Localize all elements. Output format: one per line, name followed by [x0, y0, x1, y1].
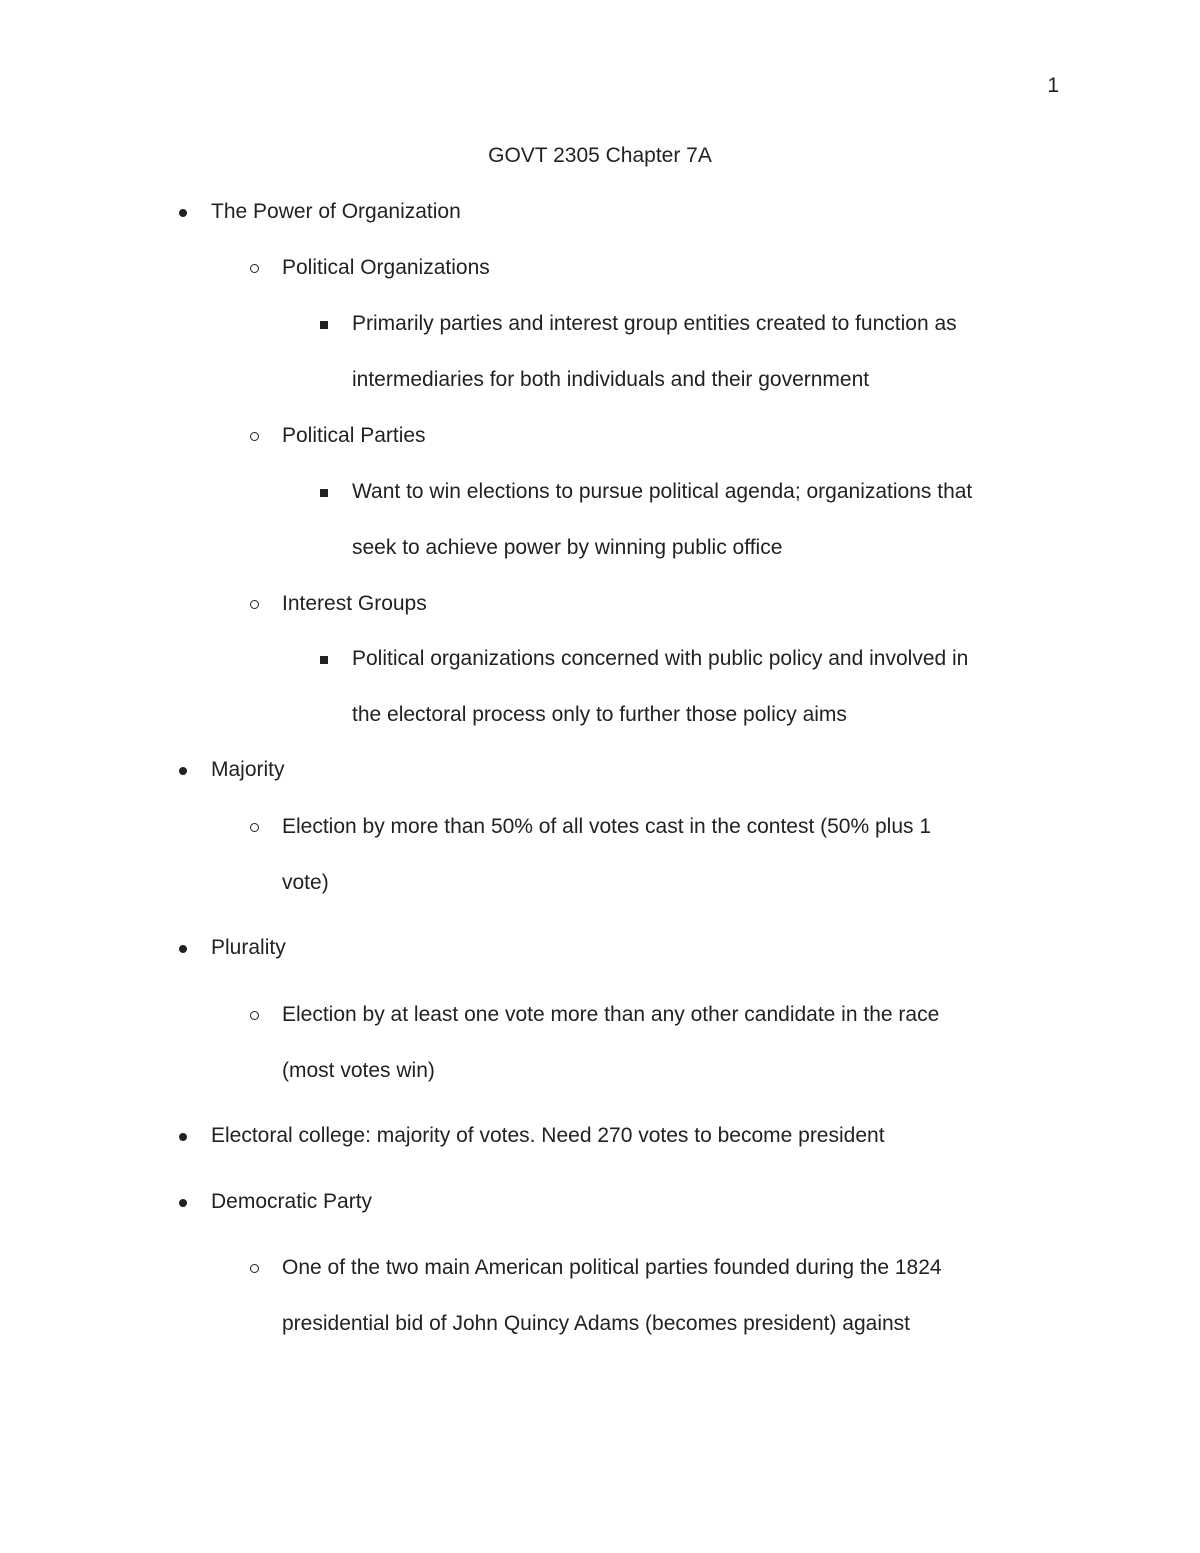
list-item-l2-continuation: vote) [282, 871, 329, 894]
bullet-disc-icon [179, 1199, 187, 1207]
list-item-l3: Primarily parties and interest group entities created to function as [352, 312, 957, 335]
list-item-l1: Majority [211, 758, 285, 781]
bullet-square-icon [320, 656, 328, 664]
list-item-l3: Political organizations concerned with public policy and involved in [352, 647, 969, 670]
bullet-disc-icon [179, 1133, 187, 1141]
list-item-l3-continuation: seek to achieve power by winning public office [352, 536, 783, 559]
list-item-l2: One of the two main American political parties founded during the 1824 [282, 1256, 942, 1279]
list-item-l3: Want to win elections to pursue political agenda; organizations that [352, 480, 973, 503]
bullet-disc-icon [179, 209, 187, 217]
bullet-square-icon [320, 321, 328, 329]
list-item-l3-continuation: intermediaries for both individuals and their government [352, 368, 870, 391]
bullet-disc-icon [179, 767, 187, 775]
list-item-l3-continuation: the electoral process only to further those policy aims [352, 703, 847, 726]
list-item-l2-continuation: (most votes win) [282, 1059, 435, 1082]
list-item-l2: Election by more than 50% of all votes cast in the contest (50% plus 1 [282, 815, 932, 838]
list-item-l2: Political Parties [282, 424, 426, 447]
bullet-circle-icon [250, 264, 259, 273]
bullet-circle-icon [250, 432, 259, 441]
page-number: 1 [1047, 74, 1059, 97]
bullet-circle-icon [250, 600, 259, 609]
list-item-l2: Interest Groups [282, 592, 427, 615]
bullet-disc-icon [179, 945, 187, 953]
list-item-l1: Democratic Party [211, 1190, 373, 1213]
list-item-l1: Electoral college: majority of votes. Need 270 votes to become president [211, 1124, 885, 1147]
list-item-l1: Plurality [211, 936, 286, 959]
bullet-square-icon [320, 489, 328, 497]
list-item-l2: Political Organizations [282, 256, 490, 279]
list-item-l1: The Power of Organization [211, 200, 461, 223]
document-title: GOVT 2305 Chapter 7A [488, 144, 712, 167]
bullet-circle-icon [250, 1011, 259, 1020]
list-item-l2-continuation: presidential bid of John Quincy Adams (becomes president) against [282, 1312, 911, 1335]
bullet-circle-icon [250, 823, 259, 832]
list-item-l2: Election by at least one vote more than any other candidate in the race [282, 1003, 940, 1026]
bullet-circle-icon [250, 1264, 259, 1273]
